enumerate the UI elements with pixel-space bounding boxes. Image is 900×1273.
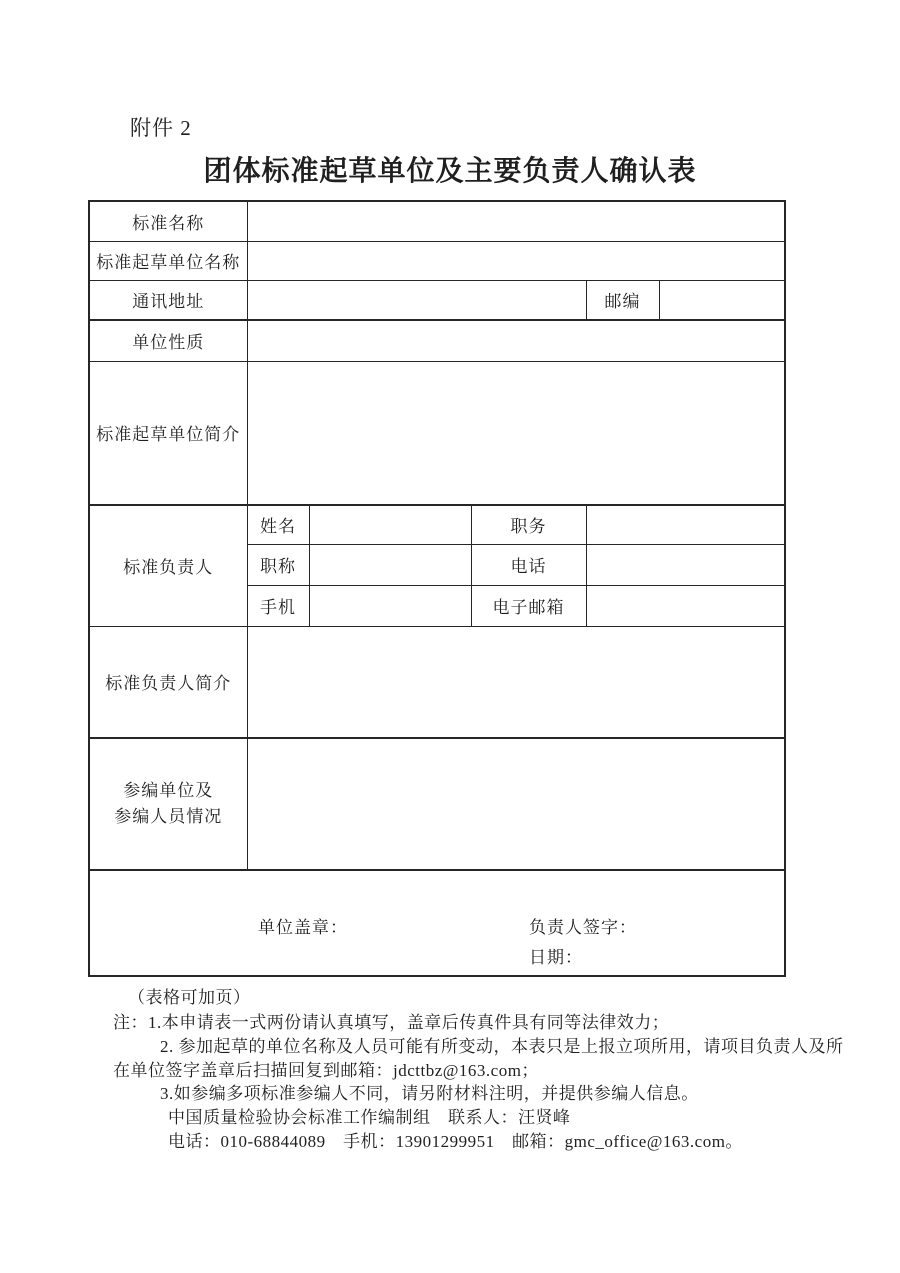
date-label: 日期： — [529, 948, 583, 967]
leader-intro-field — [247, 626, 785, 738]
unit-intro-field — [247, 361, 785, 505]
attachment-label: 附件 2 — [130, 116, 192, 140]
note-add-page: （表格可加页） — [128, 988, 251, 1007]
note-line-5-contact: 中国质量检验协会标准工作编制组 联系人：汪贤峰 — [168, 1108, 571, 1127]
row-seal-signature — [89, 870, 785, 976]
row-standard-name — [89, 201, 785, 241]
prof-title-label: 职称 — [247, 544, 309, 585]
unit-nature-field — [247, 320, 785, 361]
email-label: 电子邮箱 — [471, 585, 586, 626]
mobile-label: 手机 — [247, 585, 309, 626]
row-drafting-unit — [89, 241, 785, 280]
participants-label-line1: 参编单位及 — [123, 781, 214, 800]
leader-name-field — [309, 505, 471, 544]
unit-nature-label: 单位性质 — [89, 320, 247, 361]
address-field — [247, 280, 586, 320]
seal-signature-cell — [89, 870, 785, 976]
unit-seal-label: 单位盖章： — [258, 918, 348, 937]
leader-phone-field — [586, 544, 785, 585]
confirmation-form-table — [88, 200, 786, 977]
standard-name-field — [247, 201, 785, 241]
drafting-unit-field — [247, 241, 785, 280]
note-line-1: 注：1.本申请表一式两份请认真填写，盖章后传真件具有同等法律效力； — [113, 1013, 670, 1032]
leader-title-field — [309, 544, 471, 585]
page-title: 团体标准起草单位及主要负责人确认表 — [203, 156, 697, 187]
address-label: 通讯地址 — [89, 280, 247, 320]
row-participants — [89, 738, 785, 870]
postcode-label: 邮编 — [586, 280, 659, 320]
signature-label: 负责人签字： — [529, 918, 637, 937]
name-label: 姓名 — [247, 505, 309, 544]
participants-label — [89, 738, 247, 870]
leader-label: 标准负责人 — [89, 505, 247, 626]
leader-mobile-field — [309, 585, 471, 626]
postcode-field — [659, 280, 785, 320]
note-line-3: 在单位签字盖章后扫描回复到邮箱：jdcttbz@163.com； — [113, 1061, 539, 1080]
note-line-6-phone-email: 电话：010-68844089 手机：13901299951 邮箱：gmc_office@163.com。 — [168, 1132, 743, 1151]
row-unit-intro — [89, 361, 785, 505]
leader-intro-label: 标准负责人简介 — [89, 626, 247, 738]
row-address — [89, 280, 785, 320]
leader-duty-field — [586, 505, 785, 544]
note-line-2: 2. 参加起草的单位名称及人员可能有所变动，本表只是上报立项所用，请项目负责人及所 — [160, 1037, 844, 1056]
leader-email-field — [586, 585, 785, 626]
phone-label: 电话 — [471, 544, 586, 585]
row-unit-nature — [89, 320, 785, 361]
drafting-unit-label: 标准起草单位名称 — [89, 241, 247, 280]
participants-label-line2: 参编人员情况 — [114, 807, 223, 826]
participants-field — [247, 738, 785, 870]
unit-intro-label: 标准起草单位简介 — [89, 361, 247, 505]
duty-label: 职务 — [471, 505, 586, 544]
standard-name-label: 标准名称 — [89, 201, 247, 241]
note-line-4: 3.如参编多项标准参编人不同，请另附材料注明，并提供参编人信息。 — [160, 1084, 699, 1103]
row-leader-intro — [89, 626, 785, 738]
row-leader-name — [89, 505, 785, 544]
